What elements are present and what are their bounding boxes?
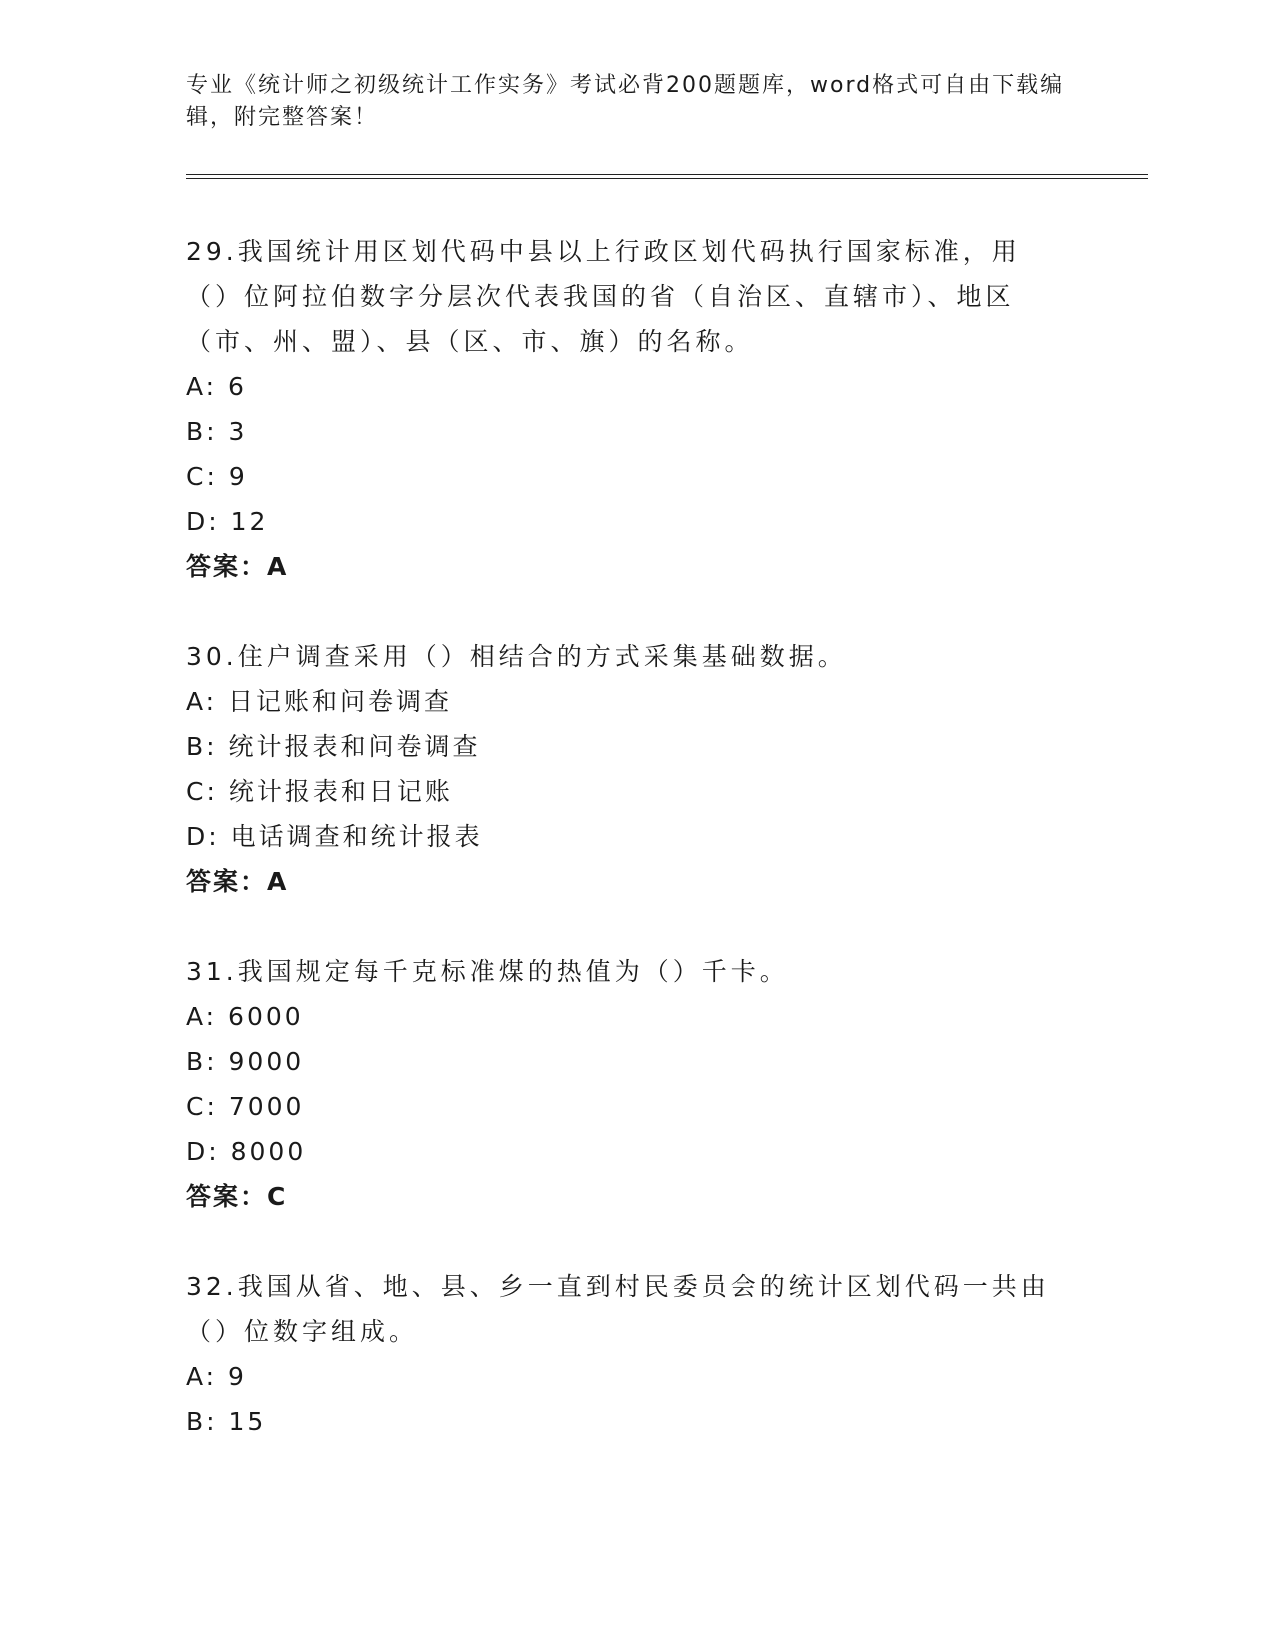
answer: 答案：C (186, 1182, 288, 1211)
option-c: C: 统计报表和日记账 (186, 777, 453, 806)
question-31 (186, 949, 1148, 1219)
option-d: D: 12 (186, 507, 269, 536)
header-double-rule (186, 174, 1148, 179)
question-32 (186, 1264, 1148, 1444)
question-list (186, 229, 1148, 1444)
option-c: C: 9 (186, 462, 248, 491)
answer: 答案：A (186, 867, 289, 896)
option-c: C: 7000 (186, 1092, 305, 1121)
option-b: B: 3 (186, 417, 248, 446)
option-b: B: 9000 (186, 1047, 305, 1076)
answer: 答案：A (186, 552, 289, 581)
option-d: D: 电话调查和统计报表 (186, 822, 483, 851)
option-b: B: 统计报表和问卷调查 (186, 732, 481, 761)
option-a: A: 日记账和问卷调查 (186, 687, 453, 716)
document-header: 专业《统计师之初级统计工作实务》考试必背200题题库，word格式可自由下载编辑，附完整答案！ (186, 73, 1065, 130)
option-d: D: 8000 (186, 1137, 307, 1166)
option-a: A: 6000 (186, 1002, 304, 1031)
question-30 (186, 634, 1148, 904)
question-text: 29.我国统计用区划代码中县以上行政区划代码执行国家标准，用（）位阿拉伯数字分层次代表我国的省（自治区、直辖市）、地区（市、州、盟）、县（区、市、旗）的名称。 (186, 237, 1021, 356)
question-text: 32.我国从省、地、县、乡一直到村民委员会的统计区划代码一共由（）位数字组成。 (186, 1272, 1050, 1346)
option-a: A: 6 (186, 372, 247, 401)
question-text: 31.我国规定每千克标准煤的热值为（）千卡。 (186, 957, 789, 986)
question-text: 30.住户调查采用（）相结合的方式采集基础数据。 (186, 642, 847, 671)
option-b: B: 15 (186, 1407, 267, 1436)
document-page (186, 70, 1148, 1489)
option-a: A: 9 (186, 1362, 247, 1391)
question-29 (186, 229, 1148, 589)
